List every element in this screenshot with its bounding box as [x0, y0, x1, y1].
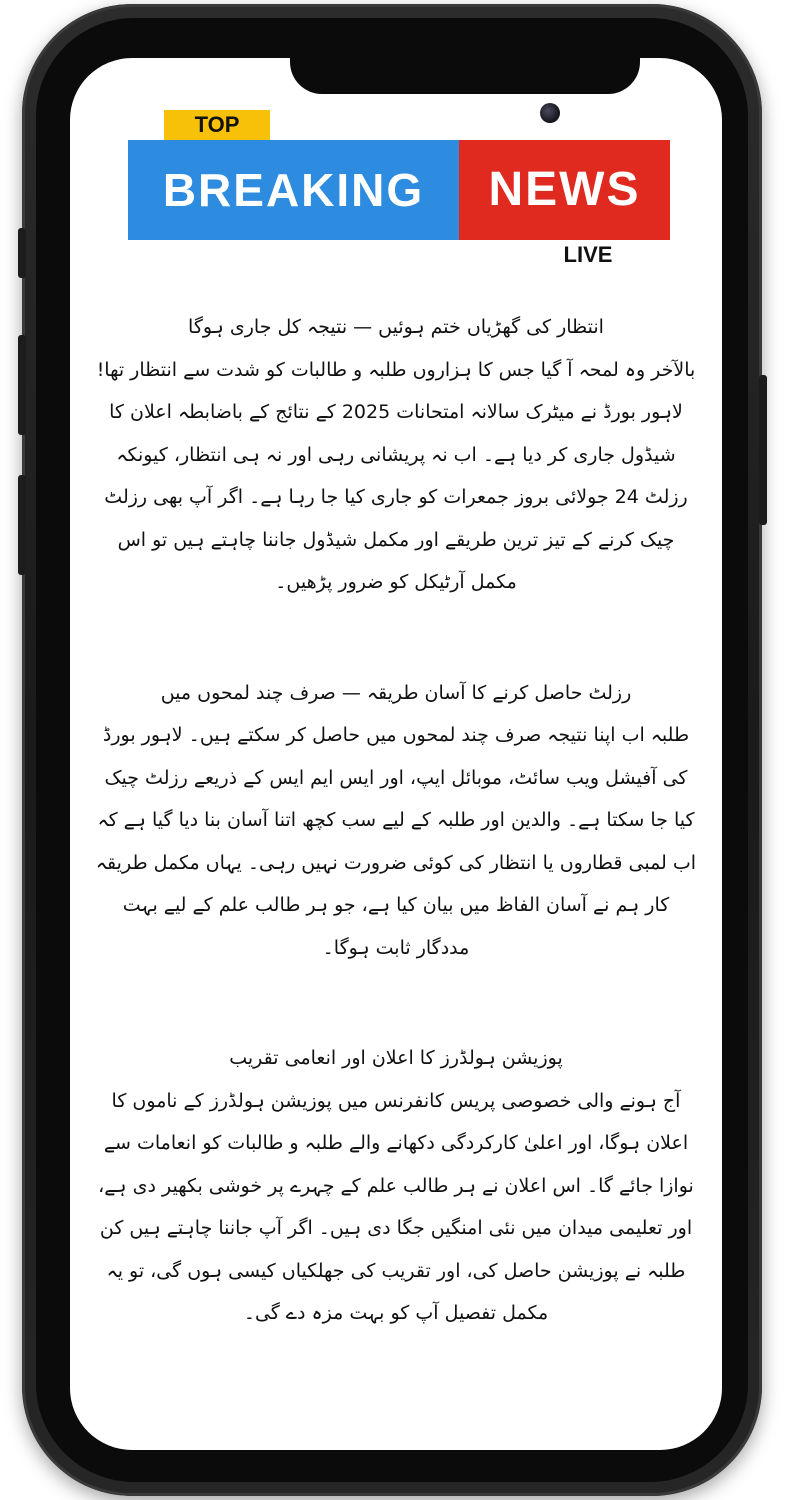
mute-switch: [18, 228, 26, 278]
breaking-news-banner: [128, 110, 670, 280]
news-label: NEWS: [459, 140, 670, 240]
phone-screen: [70, 58, 722, 1450]
power-button: [759, 375, 767, 525]
volume-down-button: [18, 475, 26, 575]
section-body: بالآخر وہ لمحہ آ گیا جس کا ہزاروں طلبہ و طالبات کو شدت سے انتظار تھا! لاہور بورڈ نے میٹرک سالانہ امتحانات 2025 کے نتائج کے باضابطہ اعلان کا شیڈول جاری کر دیا ہے۔ اب نہ پریشانی رہی اور نہ ہی انتظار، کیونکہ رزلٹ 24 جولائی بروز جمعرات کو جاری کیا جا رہا ہے۔ اگر آپ بھی رزلٹ چیک کرنے کے تیز ترین طریقے اور مکمل شیڈول جاننا چاہتے ہیں تو اس مکمل آرٹیکل کو ضرور پڑھیں۔: [96, 358, 696, 593]
section-body: طلبہ اب اپنا نتیجہ صرف چند لمحوں میں حاصل کر سکتے ہیں۔ لاہور بورڈ کی آفیشل ویب سائٹ، موبائل ایپ، اور ایس ایم ایس کے ذریعے رزلٹ چیک کیا جا سکتا ہے۔ والدین اور طلبہ کے لیے سب کچھ اتنا آسان بنا دیا گیا ہے کہ اب لمبی قطاروں یا انتظار کی کوئی ضرورت نہیں رہی۔ یہاں مکمل طریقہ کار ہم نے آسان الفاظ میں بیان کیا ہے، جو ہر طالب علم کے لیے بہت مددگار ثابت ہوگا۔: [95, 724, 697, 959]
section-heading: رزلٹ حاصل کرنے کا آسان طریقہ — صرف چند لمحوں میں: [160, 681, 632, 704]
article-section: [94, 1037, 698, 1335]
section-heading: پوزیشن ہولڈرز کا اعلان اور انعامی تقریب: [229, 1047, 563, 1069]
top-badge: TOP: [164, 110, 270, 140]
article-section: [94, 306, 698, 604]
volume-up-button: [18, 335, 26, 435]
live-tab: LIVE: [532, 240, 644, 274]
front-camera-icon: [540, 103, 560, 123]
section-body: آج ہونے والی خصوصی پریس کانفرنس میں پوزیشن ہولڈرز کے ناموں کا اعلان ہوگا، اور اعلیٰ کارکردگی دکھانے والے طلبہ و طالبات کو انعامات سے نوازا جائے گا۔ اس اعلان نے ہر طالب علم کے چہرے پر خوشی بکھیر دی ہے، اور تعلیمی میدان میں نئی امنگیں جگا دی ہیں۔ اگر آپ جاننا چاہتے ہیں کن طلبہ نے پوزیشن حاصل کی، اور تقریب کی جھلکیاں کیسی ہوں گی، تو یہ مکمل تفصیل آپ کو بہت مزہ دے گی۔: [98, 1089, 694, 1324]
section-heading: انتظار کی گھڑیاں ختم ہوئیں — نتیجہ کل جاری ہوگا: [188, 316, 604, 338]
notch: [290, 58, 640, 94]
breaking-label: BREAKING: [128, 140, 459, 240]
article-content: [94, 306, 698, 1403]
article-section: [94, 672, 698, 970]
